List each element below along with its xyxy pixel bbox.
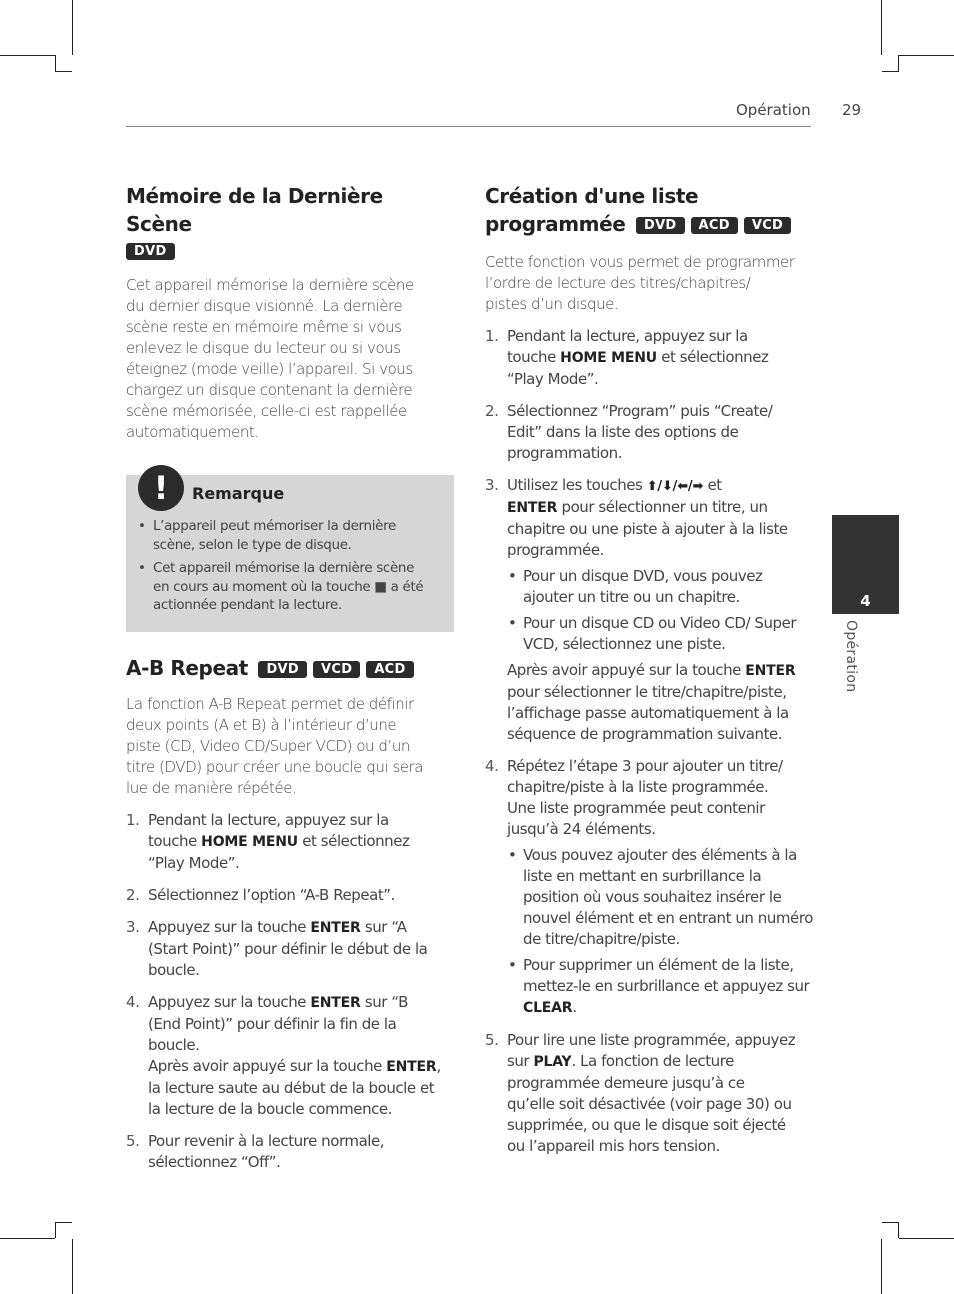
text-run: sur “B (360, 992, 409, 1011)
text-line (507, 347, 815, 369)
text-line: l’affichage passe automatiquement à la (507, 704, 789, 722)
text-line: chargez un disque contenant la dernière (126, 381, 413, 399)
text-line: séquence de programmation suivante. (507, 725, 783, 743)
text-run: Après avoir appuyé sur la touche (507, 661, 746, 679)
text-line: sélectionnez “Off”. (148, 1152, 281, 1171)
step-item (485, 1030, 815, 1157)
text-line: Cette fonction vous permet de programmer (485, 253, 795, 271)
key-label: ENTER (310, 994, 361, 1011)
title-line: programmée (485, 212, 626, 236)
text-line: Super VCD, sélectionnez une piste. (523, 614, 797, 653)
text-line: “Play Mode”. (507, 370, 599, 388)
text-line: la lecture saute au début de la boucle et (148, 1078, 435, 1097)
step-item (126, 992, 454, 1120)
text-line: pistes d’un disque. (485, 295, 619, 313)
text-line: mettez-le en surbrillance et appuyez (523, 977, 783, 995)
text-run: pour sélectionner un titre, un (557, 498, 768, 516)
text-line: (End Point)” pour définir la fin de la (148, 1014, 397, 1033)
text-run: sur “A (360, 917, 407, 936)
step-number: 4. (485, 757, 499, 775)
text-line: numéro de titre/chapitre/piste. (523, 909, 813, 948)
chapter-number: 4 (860, 592, 871, 610)
text-run: sur (787, 977, 810, 995)
text-run: et (703, 476, 722, 494)
text-line: Vous pouvez ajouter des éléments à (523, 846, 781, 864)
text-line: ajouter un titre ou un chapitre. (523, 588, 740, 606)
text-line: scène, selon le type de disque. (153, 536, 352, 553)
key-label: ENTER (386, 1058, 437, 1075)
title-text: A-B Repeat (126, 655, 248, 680)
badge-dvd: DVD (126, 243, 175, 260)
paragraph-ab-repeat (126, 694, 454, 799)
text-line: Pendant la lecture, appuyez sur la (507, 327, 748, 345)
header-rule (126, 126, 811, 127)
step-item (485, 326, 815, 390)
step-number: 4. (126, 992, 140, 1011)
arrow-keys-icon: ⬆/⬇/⬅/➡ (646, 479, 704, 494)
crop-mark (55, 55, 56, 71)
text-line: enlevez le disque du lecteur ou si vous (126, 339, 401, 357)
crop-mark (898, 55, 899, 71)
text-line: Pour un disque DVD, vous pouvez (523, 567, 763, 585)
text-line: en cours au moment où la touche ■ a été (153, 578, 424, 595)
text-line: Pour lire une liste programmée, appuyez (507, 1031, 796, 1049)
step-item (126, 810, 454, 874)
text-line: pour sélectionner le titre/chapitre/piste, (507, 683, 787, 701)
crop-mark (55, 71, 72, 72)
chapter-tab (832, 515, 899, 614)
text-line: actionnée pendant la lecture. (153, 597, 342, 613)
section-title-ab-repeat (126, 654, 454, 682)
crop-mark (882, 71, 899, 72)
step-item (126, 917, 454, 981)
badge-vcd: VCD (313, 661, 360, 678)
crop-mark (899, 55, 954, 56)
note-item (153, 517, 440, 554)
note-box (126, 469, 454, 632)
bullet-list (507, 566, 815, 655)
text-line: Pour revenir à la lecture normale, (148, 1131, 385, 1150)
text-line: scène reste en mémoire même si vous (126, 318, 402, 336)
text-line: jusqu’à 24 éléments. (507, 820, 656, 838)
crop-mark (55, 1222, 56, 1238)
text-line: éteignez (mode veille) l’appareil. Si vous (126, 360, 413, 378)
text-line: piste (CD, Video CD/Super VCD) ou d’un (126, 736, 410, 755)
text-line: la liste en mettant en surbrillance la (523, 846, 797, 885)
text-line: la lecture de la boucle commence. (148, 1099, 393, 1118)
badge-dvd: DVD (258, 661, 307, 678)
text-line (507, 1051, 815, 1073)
text-line: (Start Point)” pour définir le début de la (148, 939, 428, 958)
bullet-list (507, 845, 815, 1019)
text-run: touche (148, 831, 202, 850)
text-line: automatiquement. (126, 423, 259, 441)
ab-repeat-steps (126, 810, 454, 1173)
badge-acd: ACD (691, 217, 738, 234)
step-number: 3. (485, 476, 499, 494)
text-line: Répétez l’étape 3 pour ajouter un titre/ (507, 757, 783, 775)
text-run: Utilisez les touches (507, 476, 647, 494)
key-label: ENTER (507, 500, 558, 516)
text-line: le nouvel élément et en entrant un (523, 888, 782, 927)
step-number: 2. (126, 885, 140, 904)
step-number: 3. (126, 917, 140, 936)
text-line: Pendant la lecture, appuyez sur la (148, 810, 389, 829)
text-line: boucle. (148, 1035, 200, 1054)
text-run: Appuyez sur la touche (148, 917, 311, 936)
text-line: du dernier disque visionné. La dernière (126, 297, 403, 315)
text-line: ou l’appareil mis hors tension. (507, 1137, 720, 1155)
text-line: Cet appareil mémorise la dernière scène (126, 276, 414, 294)
text-line: “Play Mode”. (148, 853, 240, 872)
exclamation-icon: ! (138, 465, 184, 511)
step-number: 5. (485, 1031, 499, 1049)
step-item (126, 885, 454, 906)
text-run: touche (507, 348, 561, 366)
bullet-item (523, 566, 815, 608)
crop-mark (0, 55, 55, 56)
key-label: ENTER (310, 919, 361, 936)
crop-mark (0, 1238, 55, 1239)
text-line: Pour supprimer un élément de la liste, (523, 956, 794, 974)
text-run: et sélectionnez (656, 348, 769, 366)
text-line: • L’appareil peut mémoriser la dernière (153, 518, 396, 534)
paragraph-creation (485, 252, 815, 315)
running-header-section: Opération (736, 101, 811, 119)
text-line: Sélectionnez “Program” puis “Create/ (507, 402, 773, 420)
note-item (153, 559, 440, 615)
text-line: Edit” dans la liste des options de (507, 423, 739, 441)
chapter-label: Opération (843, 620, 859, 693)
text-line (507, 497, 815, 519)
text-line (148, 992, 454, 1014)
step-number: 1. (126, 810, 140, 829)
text-line: scène mémorisée, celle-ci est rappellée (126, 402, 407, 420)
section-title-creation (485, 182, 815, 238)
step-number: 2. (485, 402, 499, 420)
text-run: . La fonction de lecture (571, 1052, 734, 1070)
right-column (485, 182, 815, 1168)
text-line (507, 660, 815, 682)
text-line: titre (DVD) pour créer une boucle qui sera (126, 757, 424, 776)
step-item (485, 475, 815, 745)
section-title-memoire: Mémoire de la Dernière Scène (126, 184, 383, 236)
crop-mark (72, 1239, 73, 1294)
text-line: l’ordre de lecture des titres/chapitres/ (485, 274, 751, 292)
crop-mark (55, 1222, 72, 1223)
text-line (148, 917, 454, 939)
text-run: . (572, 998, 577, 1016)
key-label: ENTER (745, 663, 796, 679)
creation-steps (485, 326, 815, 1157)
paragraph-memoire (126, 275, 454, 443)
key-label: PLAY (533, 1054, 572, 1070)
text-run: Après avoir appuyé sur la touche (148, 1056, 387, 1075)
left-column (126, 182, 454, 1184)
crop-mark (72, 0, 73, 55)
text-line: La fonction A-B Repeat permet de définir (126, 694, 414, 713)
title-line: Création d'une liste (485, 184, 699, 208)
text-line: position où vous souhaitez insérer (523, 888, 765, 906)
text-line: Pour un disque CD ou Video CD/ (523, 614, 751, 632)
key-label: HOME MENU (560, 350, 657, 366)
text-line: programmée. (507, 541, 604, 559)
text-line: boucle. (148, 960, 200, 979)
badge-acd: ACD (366, 661, 413, 678)
step-number: 1. (485, 327, 499, 345)
text-line: chapitre ou une piste à ajouter à la liste (507, 520, 788, 538)
text-run: sur (507, 1052, 534, 1070)
text-line: Une liste programmée peut contenir (507, 799, 765, 817)
crop-mark (898, 1222, 899, 1238)
text-line: deux points (A et B) à l’intérieur d’une (126, 715, 397, 734)
badge-dvd: DVD (636, 217, 685, 234)
text-run: et sélectionnez (297, 831, 410, 850)
step-item (485, 756, 815, 1019)
note-title: Remarque (192, 484, 285, 503)
text-line (148, 1056, 454, 1078)
text-line (507, 475, 815, 497)
crop-mark (881, 0, 882, 55)
text-line: chapitre/piste à la liste programmée. (507, 778, 769, 796)
bullet-item (523, 955, 815, 1019)
badge-vcd: VCD (744, 217, 791, 234)
step-number: 5. (126, 1131, 140, 1150)
text-line (148, 831, 454, 853)
crop-mark (899, 1238, 954, 1239)
step-item (485, 401, 815, 464)
bullet-item (523, 845, 815, 950)
key-label: HOME MENU (201, 833, 298, 850)
text-line: • Cet appareil mémorise la dernière scène (153, 560, 415, 576)
text-line: supprimée, ou que le disque soit éjecté (507, 1116, 786, 1134)
text-line: lue de manière répétée. (126, 778, 297, 797)
text-line: programmée demeure jusqu’à ce (507, 1074, 745, 1092)
crop-mark (882, 1222, 899, 1223)
badge-group (126, 243, 454, 261)
bullet-item (523, 613, 815, 655)
crop-mark (881, 1239, 882, 1294)
text-run: , (436, 1056, 441, 1075)
text-line: Sélectionnez l’option “A-B Repeat”. (148, 885, 395, 904)
text-run: Appuyez sur la touche (148, 992, 311, 1011)
note-list (126, 517, 454, 615)
key-label: CLEAR (523, 1000, 573, 1016)
text-line: programmation. (507, 444, 623, 462)
step-item (126, 1131, 454, 1173)
text-line: qu’elle soit désactivée (voir page 30) ou (507, 1095, 792, 1113)
page-number: 29 (842, 101, 862, 119)
